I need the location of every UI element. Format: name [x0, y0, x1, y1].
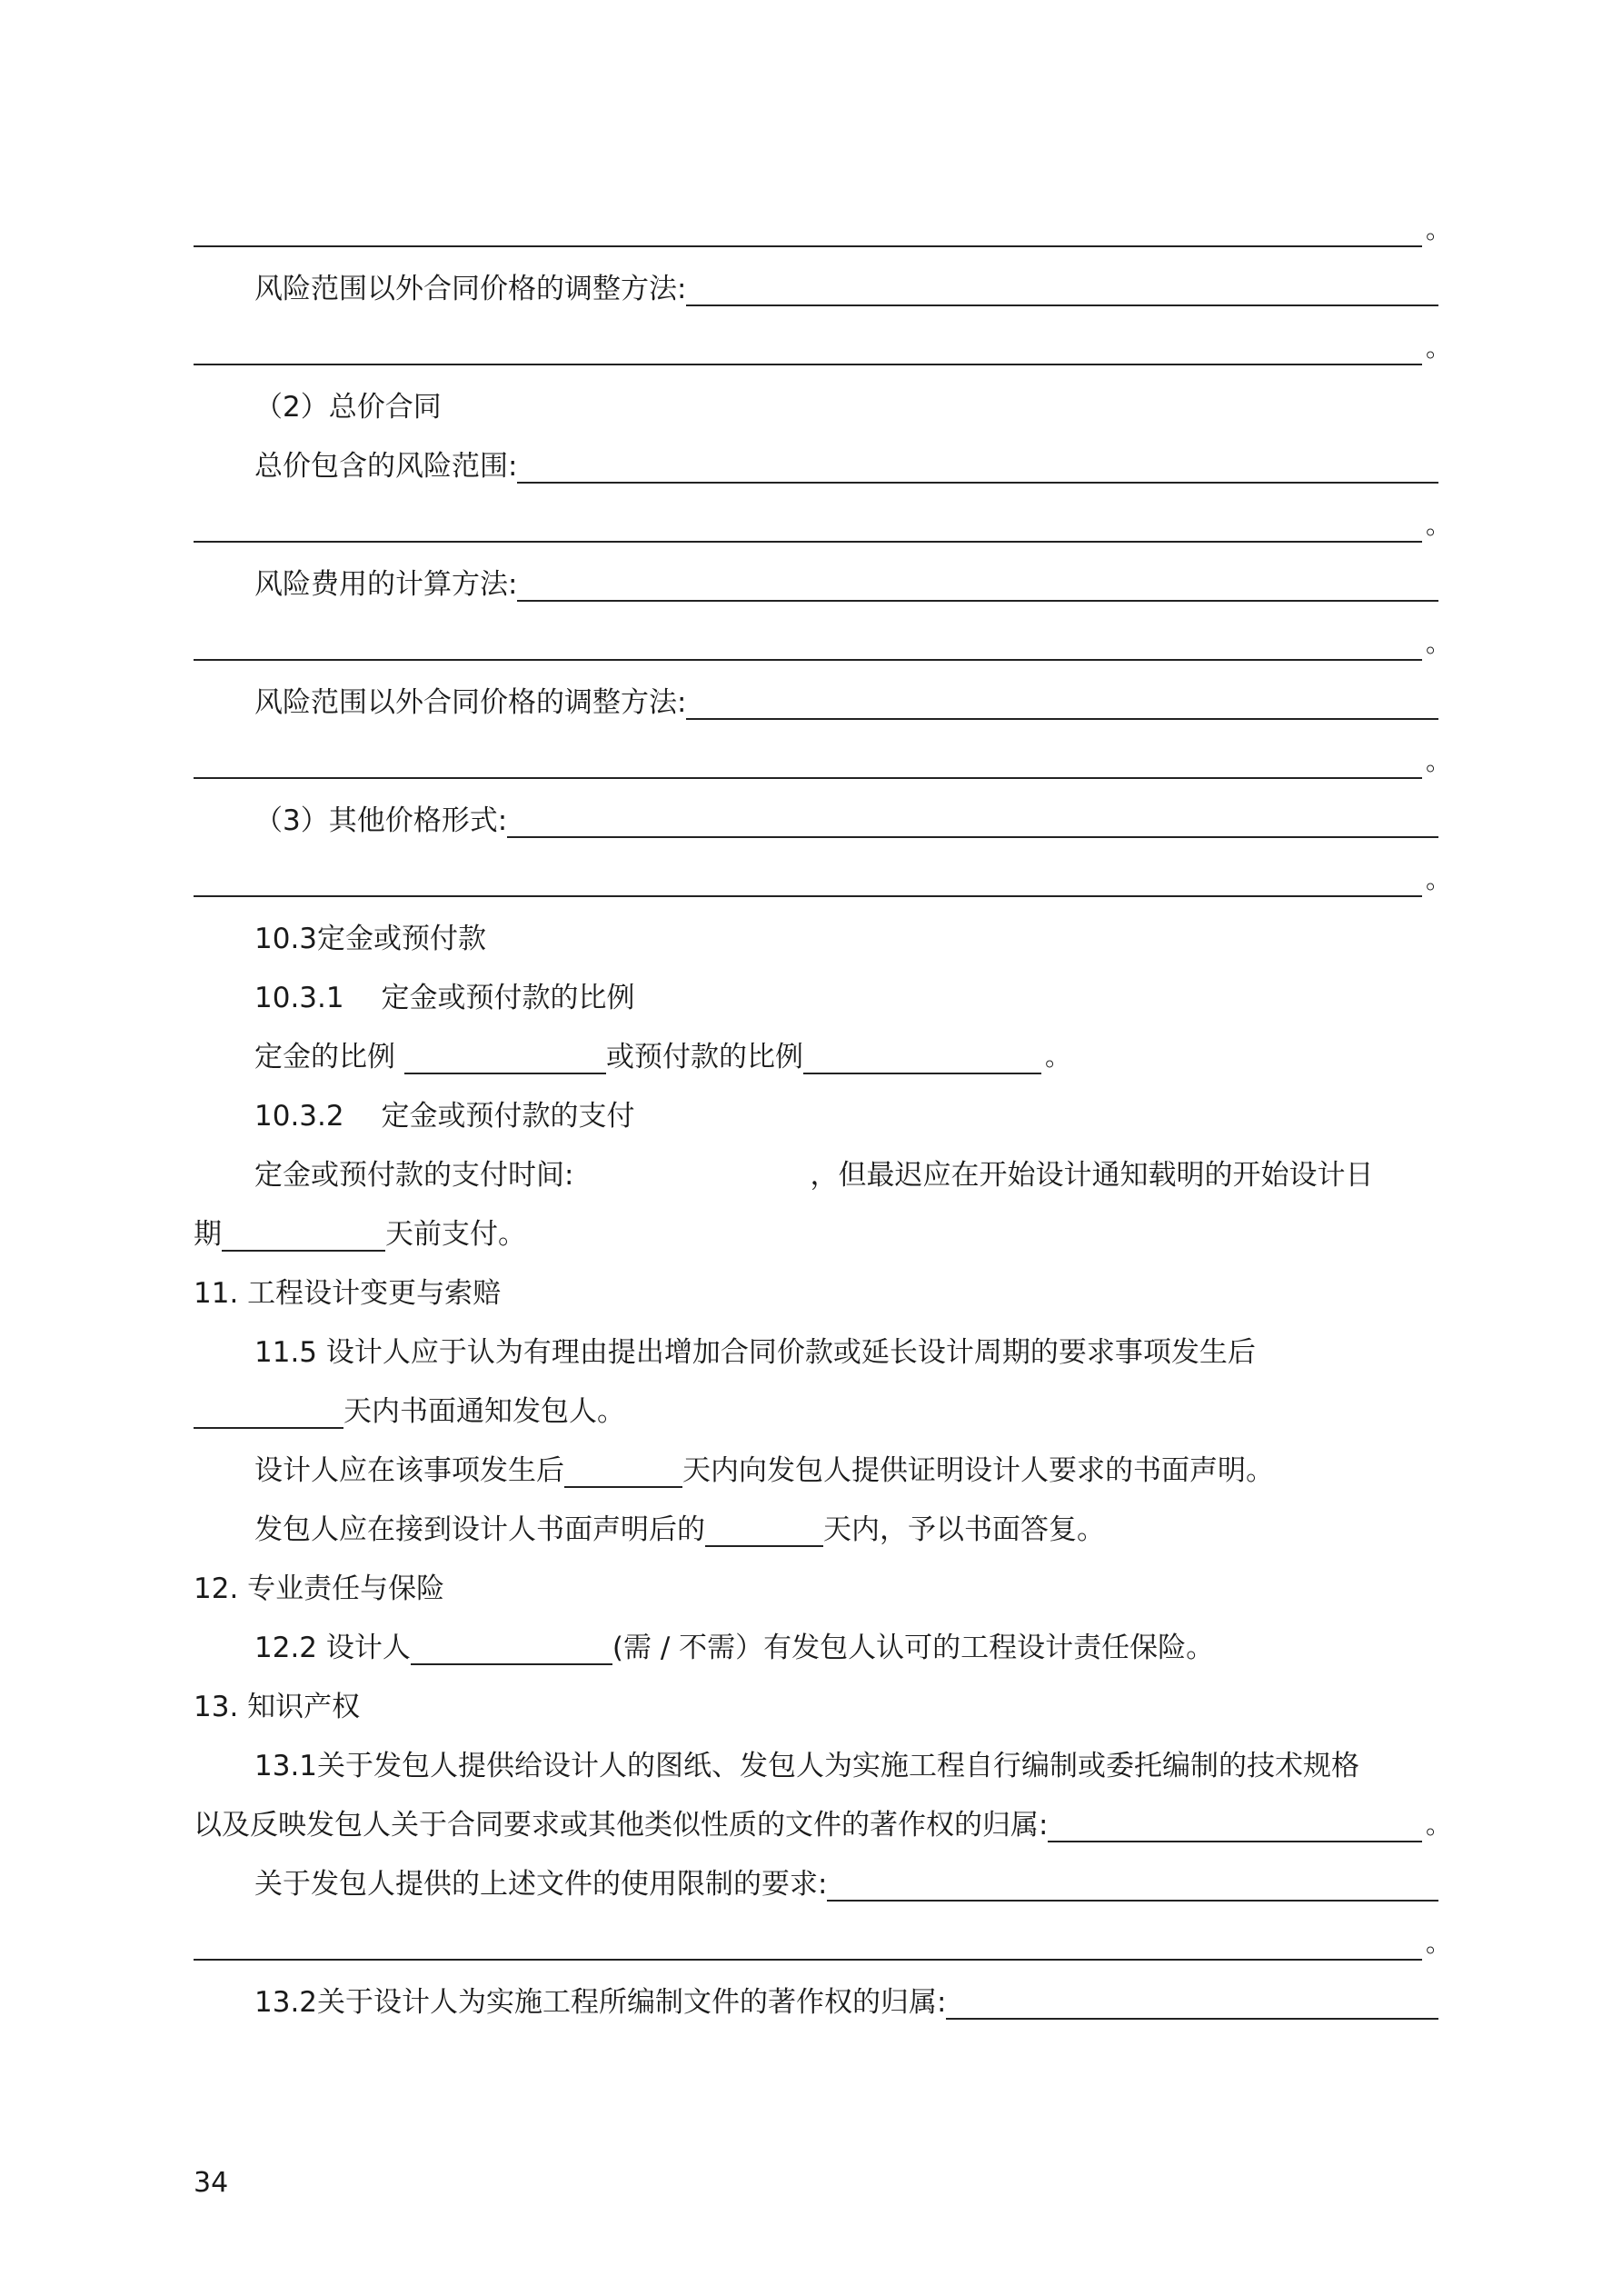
- section-heading-text: 12. 专业责任与保险: [194, 1572, 445, 1605]
- advance-ratio-blank[interactable]: [803, 1036, 1041, 1074]
- employer-reply-prefix: 发包人应在接到设计人书面声明后的: [254, 1513, 705, 1546]
- usage-limit-line: [194, 1862, 1438, 1907]
- payment-time-rest: ，但最迟应在开始设计通知载明的开始设计日: [810, 1159, 1374, 1192]
- copyright-ownership-blank[interactable]: [1048, 1804, 1422, 1842]
- notify-days-suffix: 天内书面通知发包人。: [343, 1395, 625, 1428]
- insurance-required-blank[interactable]: [411, 1627, 612, 1665]
- fill-blank[interactable]: [194, 741, 1422, 779]
- risk-adjust-label: 风险范围以外合同价格的调整方法:: [254, 273, 687, 305]
- section-12-2-prefix: 12.2 设计人: [254, 1632, 411, 1664]
- fill-blank[interactable]: [194, 623, 1422, 661]
- section-13-1-line-1: [194, 1743, 1438, 1789]
- section-11-5-text: [194, 1330, 1438, 1375]
- other-price-form-label: （3）其他价格形式:: [254, 804, 508, 837]
- lump-sum-heading-text: （2）总价合同: [254, 391, 442, 424]
- advance-ratio-label: 或预付款的比例: [606, 1041, 803, 1073]
- lump-sum-risk-scope-blank[interactable]: [517, 445, 1438, 484]
- section-11-heading: [194, 1271, 1438, 1316]
- period: 。: [1426, 628, 1452, 658]
- section-13-2-line: [194, 1980, 1438, 2025]
- fill-blank[interactable]: [194, 1922, 1422, 1961]
- section-10-3-2-heading: [194, 1093, 1438, 1139]
- period: 。: [1426, 1928, 1452, 1958]
- fill-blank[interactable]: [194, 859, 1422, 897]
- fill-blank[interactable]: [194, 209, 1422, 247]
- blank-line-continuation-6: [194, 857, 1452, 903]
- section-heading-text: 11. 工程设计变更与索赔: [194, 1277, 502, 1310]
- period: 。: [1426, 215, 1452, 245]
- section-11-5-body: 11.5 设计人应于认为有理由提出增加合同价款或延长设计周期的要求事项发生后: [254, 1336, 1256, 1369]
- designer-statement-days-blank[interactable]: [564, 1450, 682, 1488]
- section-heading-text: 10.3.1 定金或预付款的比例: [254, 982, 635, 1014]
- notify-days-line: [194, 1389, 1438, 1434]
- risk-fee-method-line: [194, 562, 1438, 607]
- period: 。: [1426, 510, 1452, 540]
- deposit-ratio-blank[interactable]: [404, 1036, 606, 1074]
- risk-fee-method-label: 风险费用的计算方法:: [254, 568, 518, 601]
- period: 。: [1426, 1810, 1452, 1840]
- payment-days-suffix: 天前支付。: [385, 1218, 526, 1251]
- fill-blank[interactable]: [194, 504, 1422, 543]
- section-13-heading: [194, 1684, 1438, 1730]
- section-heading-text: 10.3定金或预付款: [254, 923, 487, 955]
- deposit-ratio-label: 定金的比例: [254, 1041, 395, 1073]
- section-12-2-suffix: (需 / 不需）有发包人认可的工程设计责任保险。: [612, 1632, 1215, 1664]
- period: 。: [1426, 746, 1452, 776]
- designer-statement-prefix: 设计人应在该事项发生后: [254, 1454, 564, 1487]
- blank-line-continuation-2: [194, 325, 1452, 371]
- payment-time-line: [194, 1153, 1438, 1198]
- risk-adjust-line-2: [194, 680, 1438, 725]
- designer-statement-suffix: 天内向发包人提供证明设计人要求的书面声明。: [682, 1454, 1274, 1487]
- usage-limit-label: 关于发包人提供的上述文件的使用限制的要求:: [254, 1868, 828, 1901]
- other-price-form-blank[interactable]: [507, 800, 1438, 838]
- other-price-form-line: [194, 798, 1438, 844]
- period: 。: [1426, 333, 1452, 363]
- blank-line-continuation-5: [194, 739, 1452, 784]
- payment-days-blank[interactable]: [222, 1213, 385, 1252]
- employer-reply-line: [194, 1507, 1438, 1552]
- payment-days-line: [194, 1212, 1438, 1257]
- blank-line-continuation-3: [194, 503, 1452, 548]
- blank-line-continuation-7: [194, 1921, 1452, 1966]
- fill-blank[interactable]: [194, 327, 1422, 365]
- lump-sum-risk-scope-line: [194, 444, 1438, 489]
- payment-days-prefix: 期: [194, 1218, 222, 1251]
- designer-statement-line: [194, 1448, 1438, 1493]
- section-13-2-label: 13.2关于设计人为实施工程所编制文件的著作权的归属:: [254, 1986, 947, 2019]
- section-13-1-body-cont: 以及反映发包人关于合同要求或其他类似性质的文件的著作权的归属:: [194, 1809, 1049, 1842]
- period: 。: [1426, 864, 1452, 894]
- section-10-3-heading: [194, 916, 1438, 962]
- section-heading-text: 13. 知识产权: [194, 1691, 361, 1723]
- usage-limit-blank[interactable]: [827, 1863, 1438, 1902]
- notify-days-blank[interactable]: [194, 1391, 343, 1429]
- section-12-2-line: [194, 1625, 1438, 1671]
- risk-adjust-label: 风险范围以外合同价格的调整方法:: [254, 686, 687, 719]
- blank-line-continuation-4: [194, 621, 1452, 666]
- lump-sum-heading: [194, 384, 1438, 430]
- risk-adjust-line-1: [194, 266, 1438, 312]
- period: 。: [1045, 1042, 1071, 1072]
- employer-reply-suffix: 天内，予以书面答复。: [823, 1513, 1105, 1546]
- section-12-heading: [194, 1566, 1438, 1612]
- section-10-3-1-heading: [194, 975, 1438, 1021]
- payment-time-label: 定金或预付款的支付时间:: [254, 1159, 574, 1192]
- risk-adjust-blank[interactable]: [686, 682, 1438, 720]
- section-heading-text: 10.3.2 定金或预付款的支付: [254, 1100, 635, 1133]
- section-13-1-body: 13.1关于发包人提供给设计人的图纸、发包人为实施工程自行编制或委托编制的技术规格: [254, 1750, 1360, 1782]
- deposit-ratio-line: [194, 1034, 1438, 1080]
- blank-line-continuation-1: [194, 207, 1452, 253]
- risk-adjust-blank[interactable]: [686, 268, 1438, 306]
- risk-fee-method-blank[interactable]: [517, 564, 1438, 602]
- designer-copyright-blank[interactable]: [946, 1982, 1438, 2020]
- section-13-1-line-2: [194, 1802, 1452, 1848]
- employer-reply-days-blank[interactable]: [705, 1509, 823, 1547]
- page-number: 34: [194, 2167, 229, 2199]
- lump-sum-risk-scope-label: 总价包含的风险范围:: [254, 450, 518, 483]
